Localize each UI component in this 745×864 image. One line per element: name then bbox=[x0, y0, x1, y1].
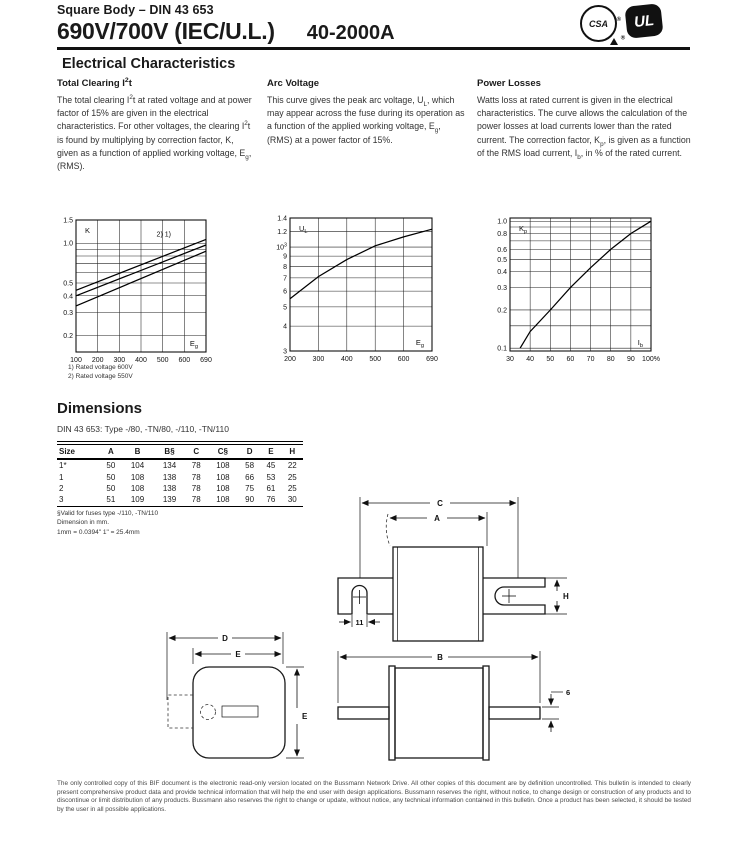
column-header: B§ bbox=[154, 445, 186, 460]
dim-label-c: C bbox=[437, 499, 443, 508]
svg-text:K: K bbox=[85, 226, 91, 235]
registered-mark: ® bbox=[620, 35, 626, 42]
face-view-drawing bbox=[167, 632, 308, 758]
dim-label-11: 11 bbox=[355, 618, 364, 627]
column-header: C bbox=[186, 445, 207, 460]
svg-text:8: 8 bbox=[283, 263, 287, 271]
label-window bbox=[222, 706, 258, 717]
column-header: E bbox=[260, 445, 281, 460]
page-title: 690V/700V (IEC/U.L.) bbox=[57, 18, 275, 44]
table-cell: 30 bbox=[282, 494, 303, 507]
power-loss-chart bbox=[484, 212, 664, 364]
svg-text:Ib: $I_b$ bbox=[637, 338, 643, 349]
svg-text:90: 90 bbox=[626, 356, 635, 363]
column-body: The total clearing $I^2t$ at rated voltage and at power factor of 15% are given in the electrical characteristics. For other voltages, the clearing $I^2t$ is found by multiplying by correction factor, K, given as a function of applied working voltage, $E_g$, (RMS). bbox=[57, 94, 252, 171]
table-cell: 50 bbox=[106, 472, 116, 482]
svg-text:40: 40 bbox=[526, 356, 535, 363]
svg-text:0.3: 0.3 bbox=[497, 285, 507, 293]
column-power-losses bbox=[477, 78, 693, 173]
csa-text: CSA bbox=[588, 18, 608, 29]
column-arc-voltage bbox=[267, 78, 465, 173]
table-cell: 138 bbox=[162, 483, 177, 493]
blade-right bbox=[489, 707, 540, 719]
svg-text:4: 4 bbox=[283, 323, 287, 331]
table-cell: 108 bbox=[216, 472, 230, 482]
table-cell: 138 bbox=[162, 472, 177, 482]
svg-text:3: 3 bbox=[283, 348, 287, 356]
column-body: Watts loss at rated current is given in the electrical characteristics. The curve allows the calculation of the power losses at load currents lower than the rated current. The correction factor, $K_p$, is given as a function of the RMS load current, $I_b$, in % of the rated current. bbox=[477, 95, 691, 161]
table-cell: 66 bbox=[245, 472, 255, 482]
table-cell: 108 bbox=[130, 483, 145, 493]
table-cell: 2 bbox=[59, 483, 64, 493]
column-title: Arc Voltage bbox=[267, 78, 320, 89]
svg-text:80: 80 bbox=[606, 356, 615, 363]
svg-text:100: 100 bbox=[70, 357, 82, 364]
column-header: A bbox=[100, 445, 121, 460]
svg-text:1.5: 1.5 bbox=[63, 217, 73, 225]
table-cell: 78 bbox=[191, 461, 201, 471]
table-cell: 108 bbox=[130, 472, 145, 482]
svg-text:70: 70 bbox=[586, 356, 595, 363]
table-cell: 134 bbox=[162, 461, 177, 471]
blade-left bbox=[338, 707, 389, 719]
svg-text:103: $10^3$ bbox=[276, 242, 287, 252]
svg-text:200: 200 bbox=[284, 356, 296, 363]
svg-text:6: 6 bbox=[283, 288, 287, 296]
svg-text:0.4: 0.4 bbox=[63, 293, 73, 301]
table-cell: 139 bbox=[154, 494, 186, 507]
dimensions-subtitle: DIN 43 653: Type -/80, -TN/80, -/110, -TN/110 bbox=[57, 424, 229, 434]
svg-text:1.0: 1.0 bbox=[63, 240, 73, 248]
svg-text:1.4: 1.4 bbox=[277, 215, 287, 223]
column-title: Power Losses bbox=[477, 78, 541, 89]
table-row bbox=[57, 459, 303, 471]
svg-text:2) 1): 2) 1) bbox=[156, 231, 171, 239]
header-rule bbox=[57, 47, 690, 50]
table-cell: 108 bbox=[216, 461, 230, 471]
dim-label-d: D bbox=[222, 634, 228, 643]
svg-text:60: 60 bbox=[566, 356, 575, 363]
footnote-line: 1mm = 0.0394" 1" = 25.4mm bbox=[57, 528, 140, 536]
dim-label-e2: E bbox=[302, 712, 308, 721]
svg-text:Eg: $E_g$ bbox=[415, 338, 424, 349]
svg-text:5: 5 bbox=[283, 304, 287, 312]
svg-text:0.5: 0.5 bbox=[497, 256, 507, 264]
dimensions-heading: Dimensions bbox=[57, 400, 143, 417]
table-cell: 22 bbox=[287, 461, 297, 471]
column-header: C§ bbox=[207, 445, 239, 460]
dim-label-a: A bbox=[434, 514, 440, 523]
svg-text:Kp: $K_p$ bbox=[519, 224, 528, 235]
dim-label-6: 6 bbox=[566, 688, 571, 697]
footnote-line: 2) Rated voltage 550V bbox=[68, 373, 133, 381]
column-header: Size bbox=[57, 445, 100, 460]
ul-text: UL bbox=[633, 11, 655, 31]
ul-logo-icon bbox=[620, 3, 663, 42]
svg-text:0.1: 0.1 bbox=[497, 345, 507, 353]
footnote-line: §Valid for fuses type -/110, -TN/110 bbox=[57, 510, 159, 517]
column-total-clearing bbox=[57, 78, 255, 173]
dim-label-b: B bbox=[437, 653, 443, 662]
svg-text:100%: 100% bbox=[642, 356, 660, 363]
svg-text:200: 200 bbox=[91, 357, 104, 364]
svg-text:UL: $U_L$ bbox=[299, 224, 308, 235]
electrical-heading: Electrical Characteristics bbox=[62, 56, 236, 72]
dimensions-footnotes bbox=[57, 509, 158, 537]
table-cell: 1 bbox=[59, 472, 64, 482]
column-body: This curve gives the peak arc voltage, $U_L$, which may appear across the fuse during its operation as a function of the applied working voltage, $E_g$, (RMS) at a power factor of 15%. bbox=[267, 95, 465, 145]
svg-text:600: 600 bbox=[397, 356, 410, 363]
table-cell: 50 bbox=[106, 461, 116, 471]
amp-range: 40-2000A bbox=[306, 22, 395, 44]
square-body bbox=[193, 667, 285, 758]
table-head bbox=[57, 445, 303, 460]
registered-mark: ® bbox=[616, 17, 621, 23]
side-view-drawing bbox=[338, 651, 570, 760]
fuse-body bbox=[393, 547, 483, 641]
table-cell: 90 bbox=[239, 494, 260, 507]
table-cell: 104 bbox=[130, 461, 145, 471]
csa-triangle bbox=[610, 38, 618, 45]
svg-text:600: 600 bbox=[178, 357, 191, 364]
table-row bbox=[57, 471, 303, 482]
left-tag bbox=[338, 578, 393, 614]
svg-text:400: 400 bbox=[340, 356, 353, 363]
indicator-circle bbox=[201, 705, 216, 720]
table-cell: 75 bbox=[245, 483, 255, 493]
clearing-factor-chart bbox=[50, 212, 220, 364]
svg-text:Eg: $E_g$ bbox=[189, 339, 198, 350]
svg-text:0.8: 0.8 bbox=[497, 231, 507, 239]
table-cell: 58 bbox=[245, 461, 255, 471]
svg-text:1.0: 1.0 bbox=[497, 218, 507, 226]
chart-footnotes bbox=[68, 363, 133, 381]
table-cell: 25 bbox=[287, 472, 297, 482]
column-header: H bbox=[282, 445, 303, 460]
svg-text:0.5: 0.5 bbox=[63, 280, 73, 288]
table-cell: 78 bbox=[186, 494, 207, 507]
svg-text:7: 7 bbox=[283, 275, 287, 283]
striker-indicator bbox=[168, 695, 193, 728]
table-cell: 45 bbox=[266, 461, 276, 471]
footnote-line: Dimension in mm. bbox=[57, 519, 110, 527]
svg-text:300: 300 bbox=[312, 356, 325, 363]
svg-text:0.2: 0.2 bbox=[497, 307, 507, 315]
fuse-body-side bbox=[395, 668, 483, 758]
table-cell: 78 bbox=[191, 472, 201, 482]
table-cell: 50 bbox=[106, 483, 116, 493]
svg-text:500: 500 bbox=[369, 356, 382, 363]
svg-text:300: 300 bbox=[113, 357, 126, 364]
column-header: B bbox=[122, 445, 154, 460]
electrical-columns bbox=[57, 78, 693, 173]
dim-label-h: H bbox=[563, 592, 569, 601]
table-cell: 108 bbox=[207, 494, 239, 507]
svg-text:0.6: 0.6 bbox=[497, 246, 507, 254]
certification-logos bbox=[580, 5, 662, 42]
svg-text:9: 9 bbox=[283, 253, 287, 261]
end-plate-left bbox=[389, 666, 395, 760]
svg-text:0.2: 0.2 bbox=[63, 333, 73, 341]
end-plate-right bbox=[483, 666, 489, 760]
dim-label-e: E bbox=[235, 650, 241, 659]
table-cell: 61 bbox=[266, 483, 276, 493]
svg-text:500: 500 bbox=[156, 357, 169, 364]
svg-text:0.3: 0.3 bbox=[63, 309, 73, 317]
table-cell: 25 bbox=[287, 483, 297, 493]
footnote-line: 1) Rated voltage 600V bbox=[68, 364, 133, 371]
column-header: D bbox=[239, 445, 260, 460]
series-eyebrow: Square Body – DIN 43 653 bbox=[57, 3, 214, 17]
footer-disclaimer: The only controlled copy of this BIF document is the electronic read-only version located on the Bussmann Network Drive. All other copies of this document are by definition uncontrolled. This bulletin is intended to clearly present comprehensive product data and provide technical information that will help the end user with design applications. Bussmann reserves the right, without notice, to change design or construction of any products and to discontinue or limit distribution of any products. Bussmann also reserves the right to change or update, without notice, any technical information contained in this bulletin. Once a product has been selected, it should be tested by the user in all possible applications. bbox=[57, 780, 691, 813]
table-cell: 3 bbox=[57, 494, 100, 507]
table-cell: 109 bbox=[122, 494, 154, 507]
table-cell: 78 bbox=[191, 483, 201, 493]
svg-text:1.2: 1.2 bbox=[277, 228, 287, 236]
arc-voltage-chart bbox=[264, 212, 440, 364]
column-title: Total Clearing $I^2t$ bbox=[57, 76, 132, 89]
table-cell: 51 bbox=[100, 494, 121, 507]
dimension-drawings bbox=[160, 488, 745, 778]
svg-text:690: 690 bbox=[426, 356, 438, 363]
table-cell: 1* bbox=[59, 461, 67, 471]
svg-text:50: 50 bbox=[546, 356, 555, 363]
svg-text:690: 690 bbox=[200, 357, 212, 364]
front-view-drawing bbox=[338, 497, 569, 641]
svg-text:0.4: 0.4 bbox=[497, 269, 507, 277]
svg-text:30: 30 bbox=[506, 356, 514, 363]
svg-text:400: 400 bbox=[135, 357, 147, 364]
indicator-pin bbox=[386, 514, 390, 546]
table-cell: 76 bbox=[260, 494, 281, 507]
table-cell: 108 bbox=[216, 483, 230, 493]
table-cell: 53 bbox=[266, 472, 276, 482]
csa-logo-icon bbox=[580, 5, 621, 42]
